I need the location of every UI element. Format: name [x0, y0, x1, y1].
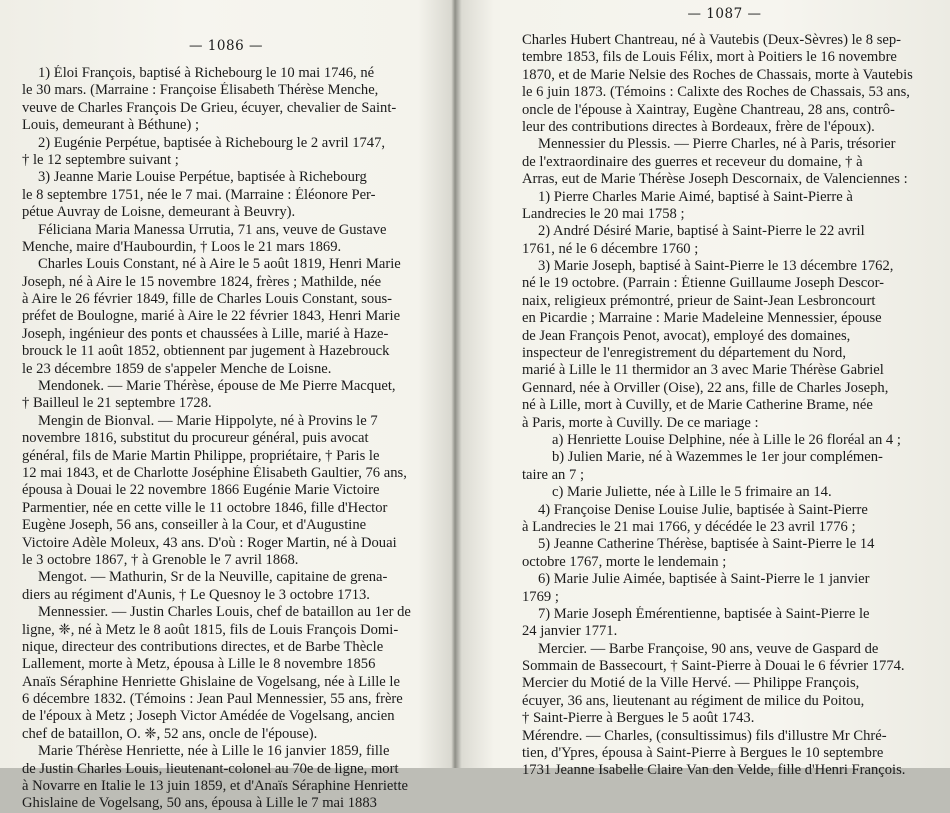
text-line: ligne, ❈, né à Metz le 8 août 1815, fils de Louis François Domi- [22, 621, 399, 638]
text-line: Mengin de Bionval. — Marie Hippolyte, né à Provins le 7 [38, 412, 378, 429]
text-line: 2) André Désiré Marie, baptisé à Saint-Pierre le 22 avril [538, 223, 865, 240]
text-line: c) Marie Juliette, née à Lille le 5 frimaire an 14. [552, 484, 832, 501]
text-line: à Novarre en Italie le 13 juin 1859, et d'Anaïs Séraphine Henriette [22, 778, 408, 795]
text-line: Mercier du Motié de la Ville Hervé. — Philippe François, [522, 675, 860, 692]
text-line: pétue Auvray de Loisne, demeurant à Beuvry). [22, 204, 296, 221]
text-line: b) Julien Marie, né à Wazemmes le 1er jour complémen- [552, 449, 883, 466]
page-text [22, 65, 430, 813]
text-line: à Aire le 26 février 1849, fille de Charles Louis Constant, sous- [22, 291, 393, 308]
text-line: préfet de Boulogne, marié à Aire le 22 février 1843, Henri Marie [22, 308, 401, 325]
text-line: Victoire Adèle Moleux, 43 ans. D'où : Roger Martin, né à Douai [22, 534, 397, 551]
text-line: le 8 septembre 1751, née le 7 mai. (Marraine : Éléonore Per- [22, 186, 376, 203]
text-line: né le 19 octobre. (Parrain : Étienne Guillaume Joseph Descor- [522, 275, 885, 292]
text-line: Mercier. — Barbe Françoise, 90 ans, veuve de Gaspard de [538, 640, 879, 657]
text-line: de Justin Charles Louis, lieutenant-colonel au 70e de ligne, mort [22, 760, 399, 777]
text-line: † Saint-Pierre à Bergues le 5 août 1743. [522, 710, 755, 727]
text-line: tien, d'Ypres, épousa à Saint-Pierre à Bergues le 10 septembre [522, 745, 884, 762]
text-line: nique, directeur des contributions directes, et de Barbe Thècle [22, 638, 384, 655]
text-line: 1769 ; [522, 588, 559, 605]
text-line: a) Henriette Louise Delphine, née à Lille le 26 floréal an 4 ; [552, 431, 901, 448]
page-number: — 1087 — [687, 6, 762, 22]
text-line: Landrecies le 20 mai 1758 ; [522, 205, 685, 222]
text-line: 4) Françoise Denise Louise Julie, baptisée à Saint-Pierre [538, 501, 868, 518]
text-line: † le 12 septembre suivant ; [22, 151, 179, 168]
text-line: 5) Jeanne Catherine Thérèse, baptisée à Saint-Pierre le 14 [538, 536, 875, 553]
text-line: épousa à Douai le 22 novembre 1866 Eugénie Marie Victoire [22, 482, 380, 499]
text-line: 3) Marie Joseph, baptisé à Saint-Pierre le 13 décembre 1762, [538, 258, 894, 275]
text-line: 7) Marie Joseph Émérentienne, baptisée à Saint-Pierre le [538, 605, 870, 622]
text-line: taire an 7 ; [522, 466, 584, 483]
text-line: Anaïs Séraphine Henriette Ghislaine de Vogelsang, née à Lille le [22, 673, 400, 690]
text-line: 6 décembre 1832. (Témoins : Jean Paul Mennessier, 55 ans, frère [22, 691, 403, 708]
text-line: 2) Eugénie Perpétue, baptisée à Richebourg le 2 avril 1747, [38, 134, 386, 151]
text-line: Sommain de Bassecourt, † Saint-Pierre à Douai le 6 février 1774. [522, 658, 905, 675]
text-line: né à Lille, mort à Cuvilly, et de Marie Catherine Brame, née [522, 397, 873, 414]
text-line: le 6 juin 1873. (Témoins : Calixte des Roches de Chassais, 53 ans, [522, 84, 910, 101]
text-line: tembre 1853, fils de Louis Félix, mort à Poitiers le 16 novembre [522, 49, 897, 66]
text-line: Charles Louis Constant, né à Aire le 5 août 1819, Henri Marie [38, 256, 401, 273]
text-line: naix, religieux prémontré, prieur de Saint-Jean Lesbroncourt [522, 292, 876, 309]
text-line: 6) Marie Julie Aimée, baptisée à Saint-Pierre le 1 janvier [538, 571, 870, 588]
text-line: brouck le 11 août 1852, obtiennent par jugement à Hazebrouck [22, 343, 390, 360]
text-line: Mennessier du Plessis. — Pierre Charles, né à Paris, trésorier [538, 136, 896, 153]
text-line: Mengot. — Mathurin, Sr de la Neuville, capitaine de grena- [38, 569, 388, 586]
text-line: inspecteur de l'enregistrement du département du Nord, [522, 345, 846, 362]
text-line: Menche, maire d'Haubourdin, † Loos le 21 mars 1869. [22, 238, 342, 255]
right-page [522, 0, 927, 779]
page-text [522, 32, 927, 780]
text-line: 1731 Jeanne Isabelle Claire Van den Velde, fille d'Henri François. [522, 762, 906, 779]
text-line: en Picardie ; Marraine : Marie Madeleine Mennessier, épouse [522, 310, 882, 327]
text-line: Lallement, morte à Metz, épousa à Lille le 8 novembre 1856 [22, 656, 376, 673]
text-line: Eugène Joseph, 56 ans, conseiller à la Cour, et d'Augustine [22, 517, 367, 534]
text-line: diers au régiment d'Aunis, † Le Quesnoy le 3 octobre 1713. [22, 586, 370, 603]
text-line: à Landrecies le 21 mai 1766, y décédée le 23 avril 1776 ; [522, 518, 856, 535]
left-page [22, 0, 430, 812]
text-line: Ghislaine de Vogelsang, 50 ans, épousa à Lille le 7 mai 1883 [22, 795, 377, 812]
page-number: — 1086 — [189, 38, 263, 54]
text-line: Féliciana Maria Manessa Urrutia, 71 ans, veuve de Gustave [38, 221, 387, 238]
text-line: 1761, né le 6 décembre 1760 ; [522, 240, 699, 257]
text-line: de l'époux à Metz ; Joseph Victor Amédée de Vogelsang, ancien [22, 708, 395, 725]
text-line: † Bailleul le 21 septembre 1728. [22, 395, 212, 412]
text-line: veuve de Charles François De Grieu, écuyer, chevalier de Saint- [22, 99, 397, 116]
text-line: général, fils de Marie Martin Philippe, propriétaire, † Paris le [22, 447, 380, 464]
text-line: à Paris, morte à Cuvilly. De ce mariage : [522, 414, 759, 431]
text-line: 1) Pierre Charles Marie Aimé, baptisé à Saint-Pierre à [538, 188, 853, 205]
text-line: Gennard, née à Orviller (Oise), 22 ans, fille de Charles Joseph, [522, 379, 889, 396]
text-line: de l'extraordinaire des guerres et receveur du domaine, † à [522, 153, 863, 170]
text-line: Joseph, ingénieur des ponts et chaussées à Lille, marié à Haze- [22, 325, 389, 342]
text-line: Joseph, né à Aire le 15 novembre 1824, frères ; Mathilde, née [22, 273, 382, 290]
text-line: le 30 mars. (Marraine : Françoise Élisabeth Thérèse Menche, [22, 82, 379, 99]
text-line: oncle de l'épouse à Xaintray, Eugène Chantreau, 28 ans, contrô- [522, 101, 895, 118]
text-line: Mérendre. — Charles, (consultissimus) fils d'illustre Mr Chré- [522, 727, 887, 744]
text-line: 1870, et de Marie Nelsie des Roches de Chassais, morte à Vautebis [522, 66, 913, 83]
text-line: marié à Lille le 11 thermidor an 3 avec Marie Thérèse Gabriel [522, 362, 884, 379]
text-line: chef de bataillon, O. ❈, 52 ans, oncle de l'épouse). [22, 725, 318, 742]
text-line: novembre 1816, substitut du procureur général, puis avocat [22, 430, 369, 447]
text-line: Mennessier. — Justin Charles Louis, chef de bataillon au 1er de [38, 604, 411, 621]
text-line: 1) Éloi François, baptisé à Richebourg le 10 mai 1746, né [38, 65, 375, 81]
text-line: Parmentier, née en cette ville le 11 octobre 1846, fille d'Hector [22, 499, 388, 516]
text-line: Charles Hubert Chantreau, né à Vautebis (Deux-Sèvres) le 8 sep- [522, 32, 902, 48]
text-line: le 3 octobre 1867, † à Grenoble le 7 avril 1868. [22, 551, 299, 568]
text-line: 3) Jeanne Marie Louise Perpétue, baptisée à Richebourg [38, 169, 367, 186]
text-line: octobre 1767, morte le lendemain ; [522, 553, 727, 570]
text-line: écuyer, 36 ans, lieutenant au régiment de milice du Poitou, [522, 692, 865, 709]
text-line: Marie Thérèse Henriette, née à Lille le 16 janvier 1859, fille [38, 743, 390, 760]
text-line: 24 janvier 1771. [522, 623, 618, 640]
text-line: le 23 décembre 1859 de s'appeler Menche de Loisne. [22, 360, 332, 377]
text-line: Louis, demeurant à Béthune) ; [22, 117, 200, 134]
text-line: leur des contributions directes à Bordeaux, frère de l'époux). [522, 118, 875, 135]
text-line: de Jean François Penot, avocat), employé des domaines, [522, 327, 851, 344]
text-line: Arras, eut de Marie Thérèse Joseph Descornaix, de Valenciennes : [522, 171, 908, 188]
text-line: 12 mai 1843, et de Charlotte Joséphine Élisabeth Gaultier, 76 ans, [22, 464, 407, 481]
text-line: Mendonek. — Marie Thérèse, épouse de Me Pierre Macquet, [38, 378, 396, 395]
